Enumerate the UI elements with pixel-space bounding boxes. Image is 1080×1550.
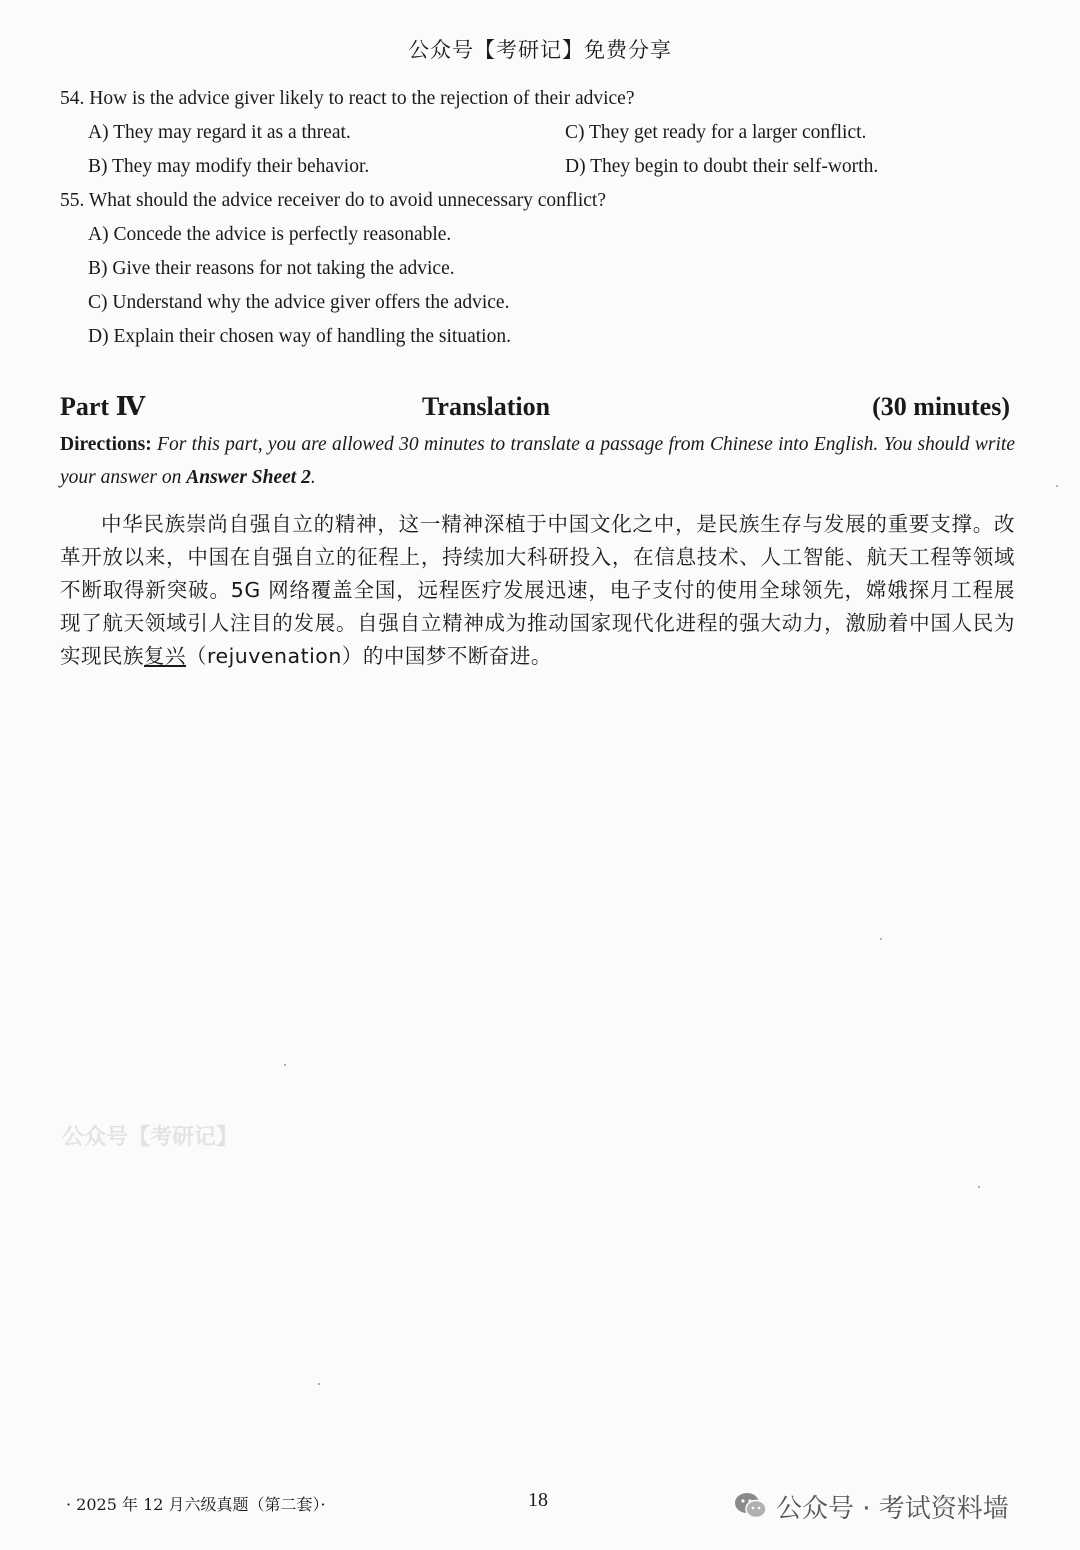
part-number: Part Ⅳ bbox=[60, 392, 146, 421]
scan-speck bbox=[978, 1186, 980, 1188]
question-54-stem: 54. How is the advice giver likely to react to the rejection of their advice? bbox=[60, 88, 635, 109]
question-54-option-d: D) They begin to doubt their self-worth. bbox=[565, 156, 879, 177]
scan-speck bbox=[1056, 485, 1058, 487]
question-55-stem: 55. What should the advice receiver do to avoid unnecessary conflict? bbox=[60, 190, 606, 211]
question-54-option-a: A) They may regard it as a threat. bbox=[88, 122, 351, 143]
question-55-option-a: A) Concede the advice is perfectly reasonable. bbox=[88, 224, 452, 245]
passage-underlined-term: 复兴 bbox=[144, 644, 186, 668]
question-55-option-d: D) Explain their chosen way of handling the situation. bbox=[88, 326, 511, 347]
question-55-option-c: C) Understand why the advice giver offers the advice. bbox=[88, 292, 510, 313]
answer-sheet-reference: Answer Sheet 2 bbox=[186, 467, 311, 488]
part-heading bbox=[60, 392, 1010, 426]
footer-brand bbox=[734, 1486, 1009, 1526]
scan-speck bbox=[284, 1064, 286, 1066]
scan-speck bbox=[318, 1383, 320, 1385]
directions-end: . bbox=[310, 467, 316, 488]
directions-paragraph bbox=[60, 428, 1015, 494]
translation-passage bbox=[60, 508, 1015, 673]
directions-lead: Directions: bbox=[60, 434, 152, 455]
footer-exam-title: · 2025 年 12 月六级真题（第二套）· bbox=[66, 1495, 326, 1514]
passage-text-after: （rejuvenation）的中国梦不断奋进。 bbox=[186, 644, 552, 668]
question-54-option-b: B) They may modify their behavior. bbox=[88, 156, 370, 177]
part-title: Translation bbox=[422, 392, 551, 421]
question-54-option-c: C) They get ready for a larger conflict. bbox=[565, 122, 867, 143]
question-55-option-b: B) Give their reasons for not taking the advice. bbox=[88, 258, 455, 279]
directions-text: For this part, you are allowed 30 minutes to translate a passage from Chinese into English. You should write your answer on bbox=[60, 434, 1015, 488]
scan-speck bbox=[880, 938, 882, 940]
footer-brand-text: 公众号 · 考试资料墙 bbox=[776, 1493, 1009, 1524]
watermark-text: 公众号【考研记】 bbox=[62, 1125, 239, 1150]
part-time-limit: (30 minutes) bbox=[872, 392, 1010, 421]
page-number: 18 bbox=[528, 1489, 548, 1511]
wechat-icon bbox=[734, 1491, 768, 1521]
passage-text-before: 中华民族崇尚自强自立的精神，这一精神深植于中国文化之中，是民族生存与发展的重要支撑。改革开放以来，中国在自强自立的征程上，持续加大科研投入，在信息技术、人工智能、航天工程等领域不断取得新突破。5G 网络覆盖全国，远程医疗发展迅速，电子支付的使用全球领先，嫦娥探月工程展现了航天领域引人注目的发展。自强自立精神成为推动国家现代化进程的强大动力，激励着中国人民为实现民族 bbox=[60, 512, 1015, 668]
page-header-banner: 公众号【考研记】免费分享 bbox=[408, 38, 672, 62]
